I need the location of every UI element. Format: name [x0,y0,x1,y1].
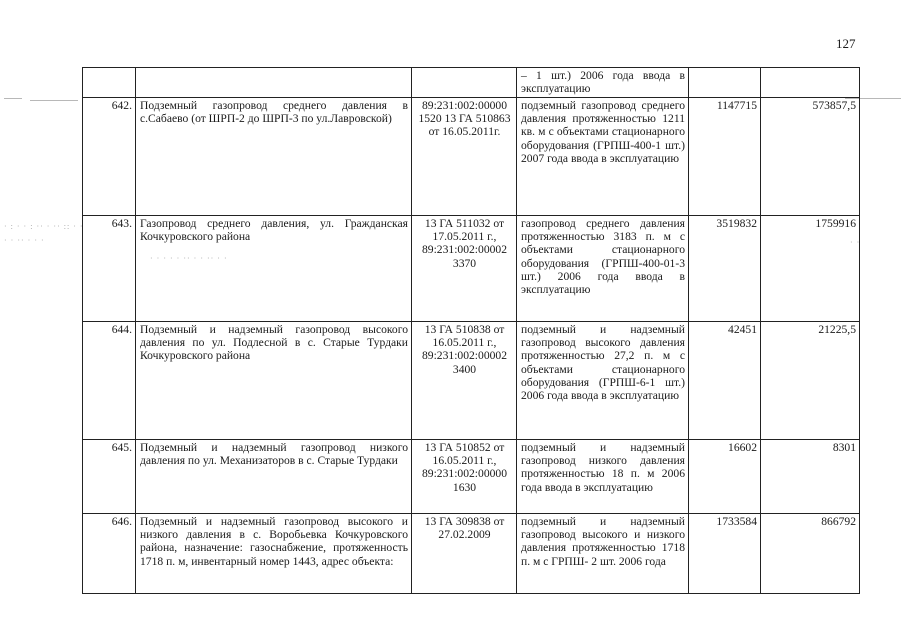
scan-artifact: · · · · · ·· · · ·· · · [150,254,228,263]
registration-cell: 13 ГА 309838 от 27.02.2009 [412,514,517,594]
value1-cell: 16602 [689,440,761,514]
row-number-cell [83,68,136,98]
table-row [83,216,860,322]
page-number: 127 [836,36,856,51]
characteristics-cell: газопровод среднего давления протяженностью 3183 п. м с объектами стационарного оборудования (ГРПШ-400-01-3 шт.) 2006 года ввода в эксплуатацию [517,216,689,322]
description-cell: Подземный и надземный газопровод высокого давления по ул. Подлесной в с. Старые Турдаки Кочкуровского района [136,322,412,440]
registration-cell: 13 ГА 510852 от 16.05.2011 г., 89:231:002:00000 1630 [412,440,517,514]
row-number-cell: 646. [83,514,136,594]
characteristics-cell: подземный и надземный газопровод высокого и низкого давления протяженностью 1718 п. м с ГРПШ- 2 шт. 2006 года [517,514,689,594]
value2-cell: 21225,5 [761,322,860,440]
registration-cell: 13 ГА 511032 от 17.05.2011 г., 89:231:002:00002 3370 [412,216,517,322]
characteristics-cell: подземный газопровод среднего давления протяженностью 1211 кв. м с объектами стационарного оборудования (ГРПШ-400-1 шт.) 2007 года ввода в эксплуатацию [517,98,689,216]
table-row [83,322,860,440]
value1-cell: 1733584 [689,514,761,594]
row-number-cell: 644. [83,322,136,440]
description-cell: Подземный и надземный газопровод высокого и низкого давления в с. Воробьевка Кочкуровского района, назначение: газоснабжение, протяженность 1718 п. м, инвентарный номер 1443, адрес объекта: [136,514,412,594]
property-registry-table [82,67,860,594]
table-row [83,68,860,98]
table-row [83,514,860,594]
description-cell [136,68,412,98]
row-number-cell: 645. [83,440,136,514]
value2-cell: 573857,5 [761,98,860,216]
value1-cell: 1147715 [689,98,761,216]
registration-cell: 89:231:002:00000 1520 13 ГА 510863 от 16.05.2011г. [412,98,517,216]
characteristics-cell: – 1 шт.) 2006 года ввода в эксплуатацию [517,68,689,98]
description-cell: Подземный газопровод среднего давления в с.Сабаево (от ШРП-2 до ШРП-3 по ул.Лавровской) [136,98,412,216]
description-cell: Подземный и надземный газопровод низкого давления по ул. Механизаторов в с. Старые Турдаки [136,440,412,514]
characteristics-cell: подземный и надземный газопровод высокого давления протяженностью 27,2 п. м с объектами стационарного оборудования (ГРПШ-6-1 шт.) 2006 года ввода в эксплуатацию [517,322,689,440]
value1-cell: 3519832 [689,216,761,322]
scan-artifact: · · ·· · · · [4,236,45,245]
characteristics-cell: подземный и надземный газопровод низкого давления протяженностью 18 п. м 2006 года ввода в эксплуатацию [517,440,689,514]
value1-cell: 42451 [689,322,761,440]
scan-artifact [30,100,78,101]
registration-cell: 13 ГА 510838 от 16.05.2011 г., 89:231:002:00002 3400 [412,322,517,440]
row-number-cell: 643. [83,216,136,322]
registration-cell [412,68,517,98]
scan-artifact [4,98,22,99]
scan-artifact: · : · · : ·· · ·· :: · · [4,222,84,231]
value2-cell [761,68,860,98]
value2-cell: 1759916 [761,216,860,322]
scan-artifact: · · [850,238,861,247]
description-cell: Газопровод среднего давления, ул. Гражданская Кочкуровского района [136,216,412,322]
table-row [83,440,860,514]
value2-cell: 8301 [761,440,860,514]
value2-cell: 866792 [761,514,860,594]
table-row [83,98,860,216]
value1-cell [689,68,761,98]
row-number-cell: 642. [83,98,136,216]
